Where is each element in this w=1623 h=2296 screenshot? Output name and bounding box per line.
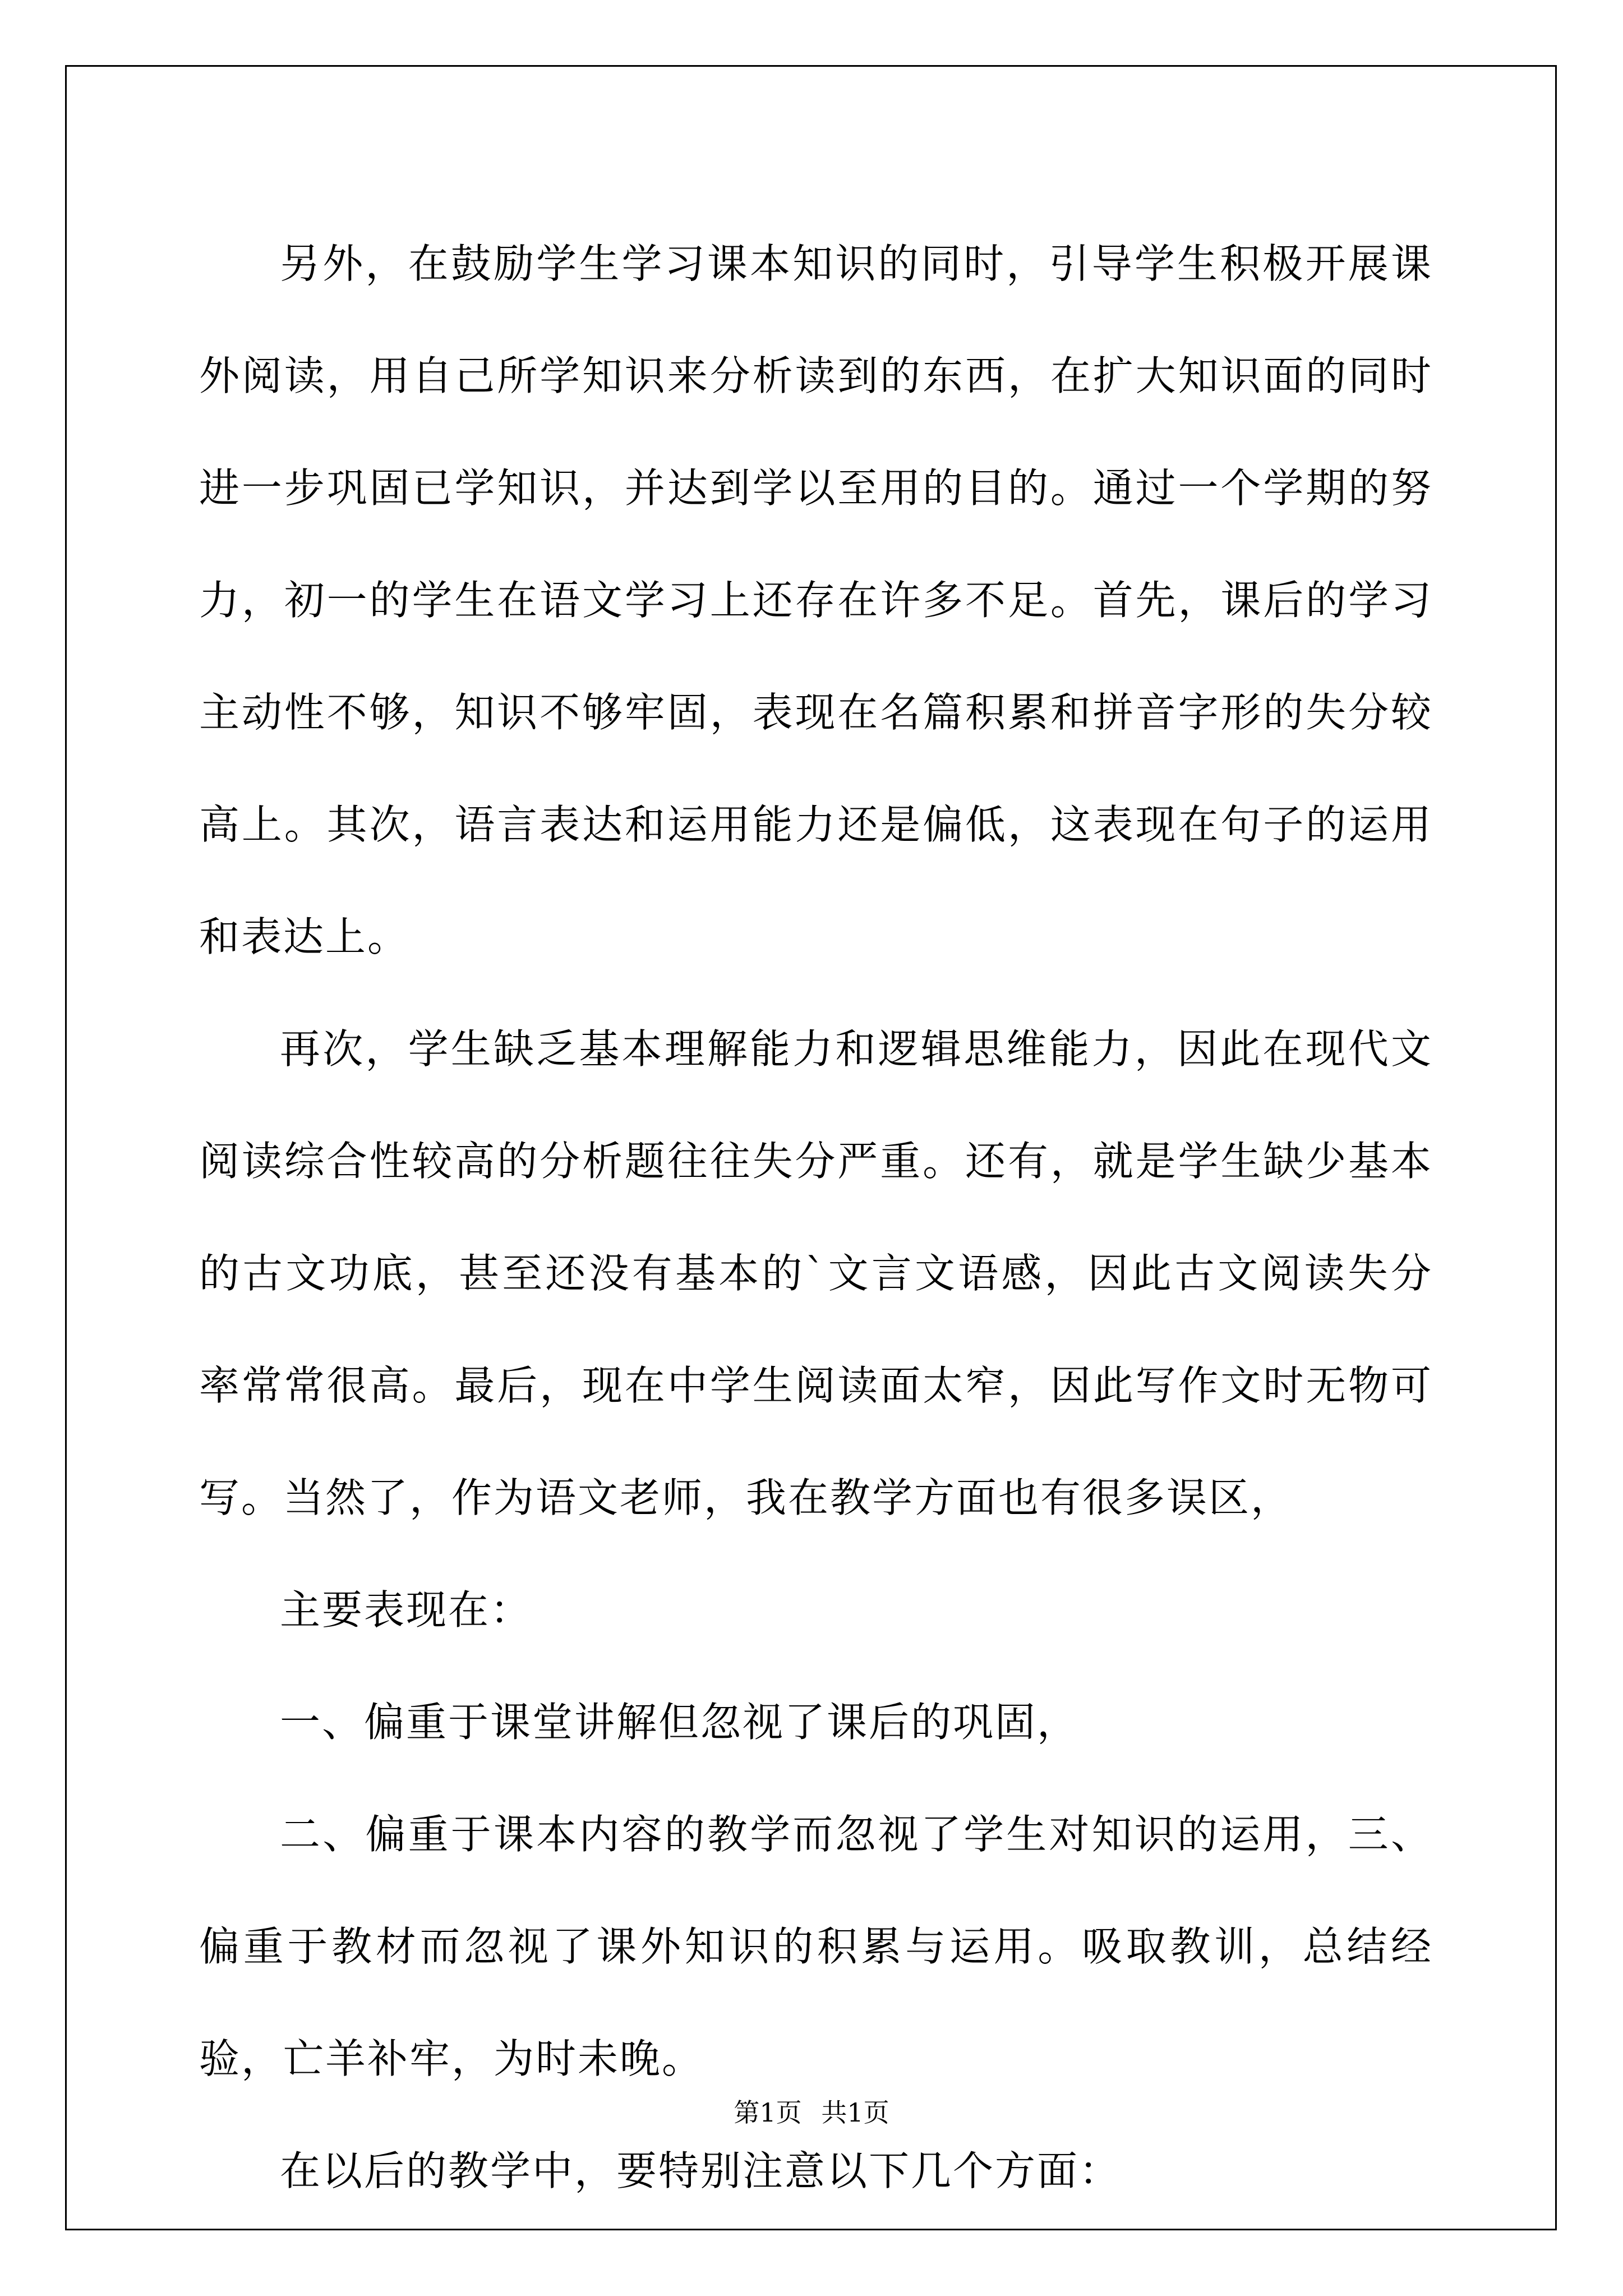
document-body [199, 208, 1433, 2227]
page-number: 第1页 [734, 2097, 802, 2128]
paragraph-3: 主要表现在： [280, 1586, 533, 1634]
paragraph-1: 另外，在鼓励学生学习课本知识的同时，引导学生积极开展课外阅读，用自己所学知识来分析读到的东西，在扩大知识面的同时进一步巩固已学知识，并达到学以至用的目的。通过一个学期的努力，初一的学生在语文学习上还存在许多不足。首先，课后的学习主动性不够，知识不够牢固，表现在名篇积累和拼音字形的失分较高上。其次，语言表达和运用能力还是偏低，这表现在句子的运用和表达上。 [199, 240, 1433, 960]
page-count: 共1页 [821, 2097, 889, 2128]
page-footer [0, 2092, 1623, 2129]
paragraph-2: 再次，学生缺乏基本理解能力和逻辑思维能力，因此在现代文阅读综合性较高的分析题往往失分严重。还有，就是学生缺少基本的古文功底，甚至还没有基本的`文言文语感，因此古文阅读失分率常常很高。最后，现在中学生阅读面太窄，因此写作文时无物可写。当然了，作为语文老师，我在教学方面也有很多误区， [199, 1025, 1433, 1521]
paragraph-5: 二、偏重于课本内容的教学而忽视了学生对知识的运用，三、偏重于教材而忽视了课外知识的积累与运用。吸取教训，总结经验，亡羊补牢，为时未晚。 [199, 1811, 1433, 2082]
paragraph-4: 一、偏重于课堂讲解但忽视了课后的巩固， [280, 1699, 1080, 1746]
paragraph-6: 在以后的教学中，要特别注意以下几个方面： [280, 2147, 1122, 2194]
